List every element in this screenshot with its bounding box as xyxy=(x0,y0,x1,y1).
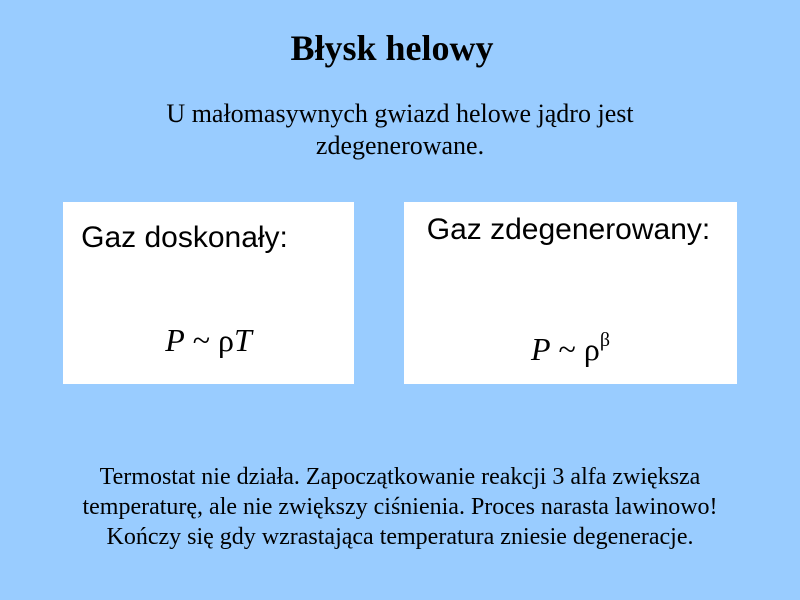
intro-line-2: zdegenerowane. xyxy=(315,131,485,160)
proportional-symbol: ~ xyxy=(184,322,219,358)
degenerate-gas-formula xyxy=(404,320,737,369)
ideal-gas-label: Gaz doskonały: xyxy=(81,221,288,254)
conclusion-line-3: Kończy się gdy wzrastająca temperatura zniesie degeneracje. xyxy=(106,524,694,550)
ideal-gas-formula xyxy=(63,320,354,360)
degenerate-gas-label: Gaz zdegenerowany: xyxy=(426,213,711,246)
pressure-symbol: P xyxy=(530,331,551,367)
temperature-symbol: T xyxy=(234,322,252,358)
intro-line-1: U małomasywnych gwiazd helowe jądro jest xyxy=(166,99,634,128)
ideal-gas-panel xyxy=(63,202,354,384)
conclusion-line-2: temperaturę, ale nie zwiększy ciśnienia. Proces narasta lawinowo! xyxy=(82,494,718,520)
conclusion-text xyxy=(0,462,800,552)
proportional-symbol: ~ xyxy=(550,331,584,367)
slide-title: Błysk helowy xyxy=(290,28,494,68)
intro-text xyxy=(0,98,800,162)
degenerate-gas-panel xyxy=(404,202,737,384)
conclusion-line-1: Termostat nie działa. Zapoczątkowanie reakcji 3 alfa zwiększa xyxy=(99,464,701,490)
beta-exponent: β xyxy=(599,329,610,351)
density-symbol: ρ xyxy=(583,331,600,367)
pressure-symbol: P xyxy=(165,322,185,358)
density-symbol: ρ xyxy=(218,322,235,358)
